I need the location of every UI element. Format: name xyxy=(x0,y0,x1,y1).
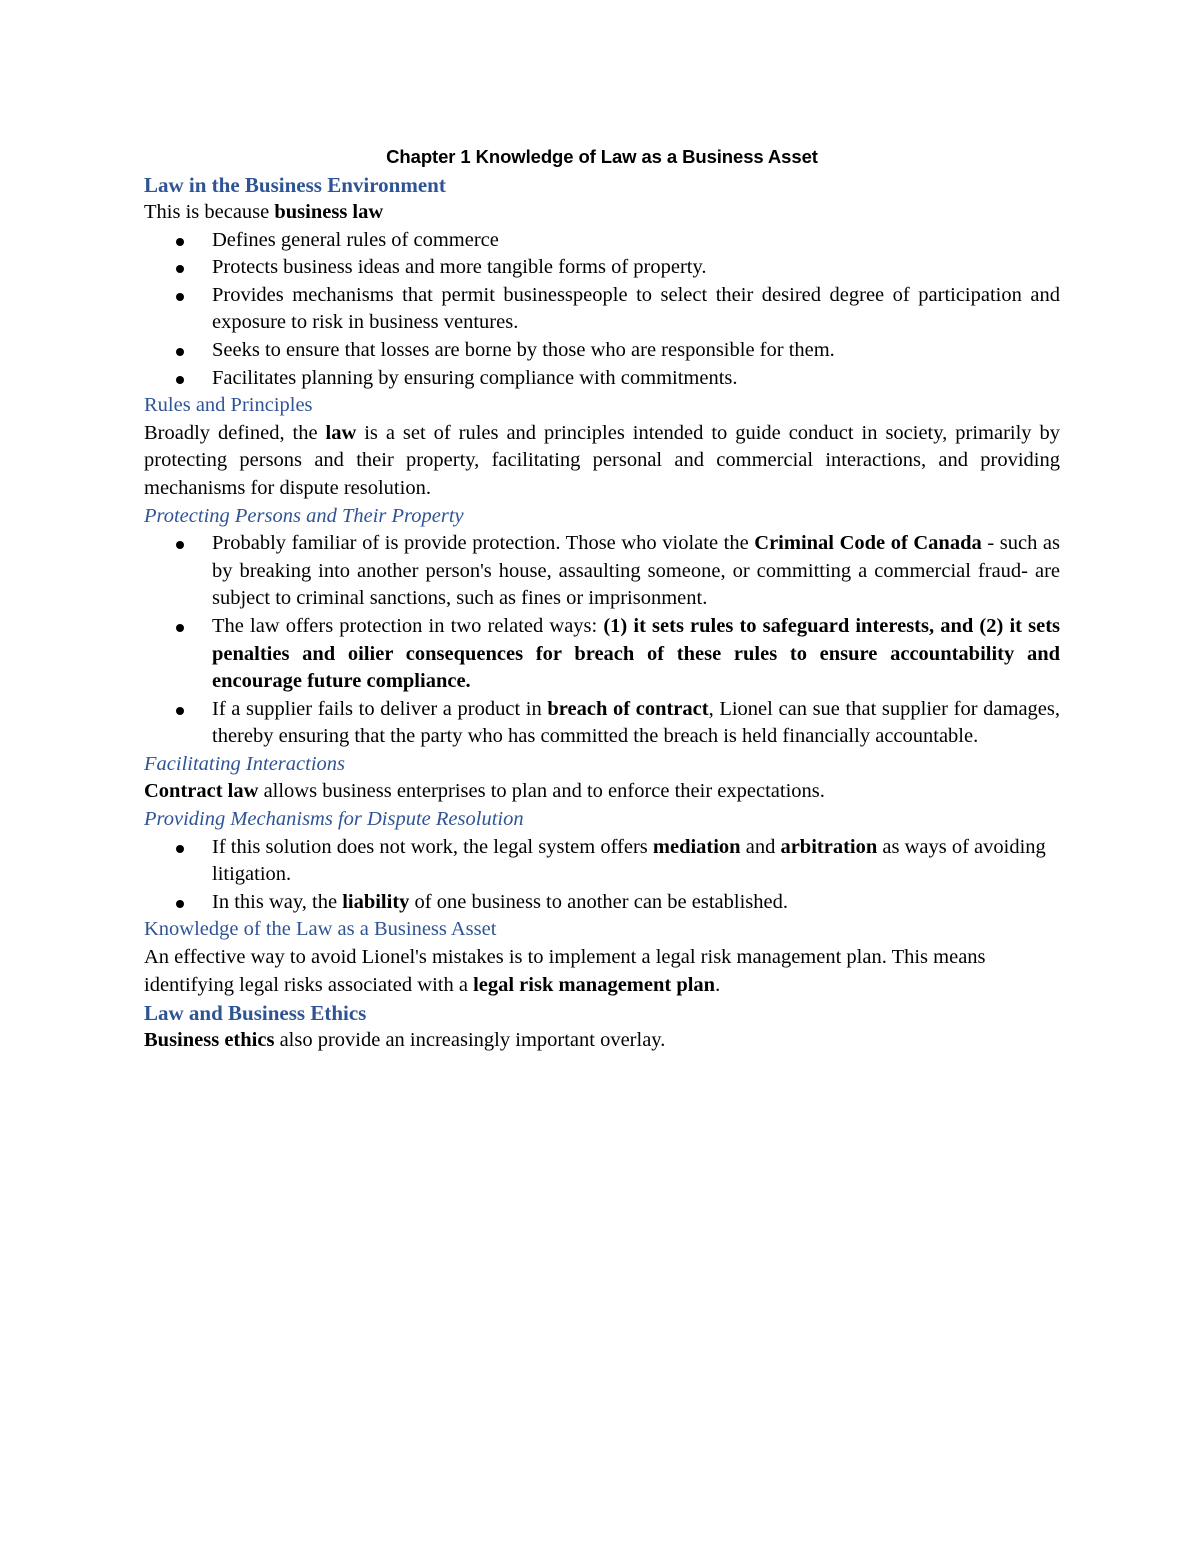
section2-paragraph xyxy=(144,420,1060,503)
list-item-text: Defines general rules of commerce xyxy=(212,228,499,251)
s3-b1-bold: Criminal Code of Canada xyxy=(754,532,982,555)
s5-b1-bold2: arbitration xyxy=(780,835,878,858)
section4-bold: Contract law xyxy=(144,780,259,803)
section6-bold: legal risk management plan xyxy=(473,973,716,996)
section3-bullet-list xyxy=(144,530,1060,751)
list-item xyxy=(144,530,1060,613)
list-item xyxy=(144,227,1060,255)
section1-bullet-list xyxy=(144,227,1060,393)
list-item xyxy=(144,282,1060,337)
document-page xyxy=(144,143,1060,1055)
s3-b1-post: - such as by breaking into another person's house, assaulting someone, or committing a commercial fraud- are subject to criminal sanctions, such as fines or imprisonment. xyxy=(212,532,1060,610)
section6-paragraph xyxy=(144,944,1060,999)
list-item xyxy=(144,254,1060,282)
bullet-icon xyxy=(176,238,184,246)
list-item-text xyxy=(212,891,788,913)
bullet-icon xyxy=(176,900,184,908)
list-item-text xyxy=(212,696,1060,751)
heading-knowledge-of-law: Knowledge of the Law as a Business Asset xyxy=(144,918,497,941)
list-item xyxy=(144,613,1060,696)
s3-b1-pre: Probably familiar of is provide protection. Those who violate the xyxy=(212,532,755,555)
bullet-icon xyxy=(176,376,184,384)
s5-b2-post: of one business to another can be established. xyxy=(409,890,788,913)
list-item-text: Seeks to ensure that losses are borne by those who are responsible for them. xyxy=(212,338,835,361)
bullet-icon xyxy=(176,293,184,301)
s3-b2-bold: (1) it sets rules to safeguard interests, and (2) it sets penalties and oilier consequences for breach of these rules to ensure accountability and encourage future compliance. xyxy=(212,614,1060,693)
list-item-text xyxy=(212,836,1046,886)
s3-b2-pre: The law offers protection in two related ways: xyxy=(212,614,604,637)
section7-paragraph xyxy=(144,1027,1060,1055)
section2-text-post: is a set of rules and principles intended to guide conduct in society, primarily by protecting persons and their property, facilitating personal and commercial interactions, and providing mechanisms for dispute resolution. xyxy=(144,421,1060,499)
s5-b1-bold1: mediation xyxy=(652,835,741,858)
heading-law-in-business-environment: Law in the Business Environment xyxy=(144,173,446,197)
bullet-icon xyxy=(176,624,184,632)
list-item-text: Facilitates planning by ensuring compliance with commitments. xyxy=(212,366,738,389)
heading-facilitating-interactions: Facilitating Interactions xyxy=(144,752,345,775)
section1-intro-bold: business law xyxy=(274,201,384,223)
list-item xyxy=(144,889,1060,917)
bullet-icon xyxy=(176,707,184,715)
section6-text-post: . xyxy=(715,973,721,996)
list-item-text xyxy=(212,613,1060,696)
section2-text-pre: Broadly defined, the xyxy=(144,421,326,444)
section7-text: also provide an increasingly important overlay. xyxy=(274,1029,666,1052)
list-item-text xyxy=(212,530,1060,613)
page-title: Chapter 1 Knowledge of Law as a Business Asset xyxy=(386,146,818,167)
s5-b1-mid: and xyxy=(740,835,781,858)
section7-bold: Business ethics xyxy=(144,1029,275,1052)
list-item-text: Provides mechanisms that permit businesspeople to select their desired degree of participation and exposure to risk in business ventures. xyxy=(212,283,1060,334)
section6-text-pre: An effective way to avoid Lionel's mistakes is to implement a legal risk management plan. This means identifying legal risks associated with a xyxy=(144,946,986,996)
s5-b1-pre: If this solution does not work, the legal system offers xyxy=(212,835,653,858)
bullet-icon xyxy=(176,845,184,853)
bullet-icon xyxy=(176,541,184,549)
bullet-icon xyxy=(176,265,184,273)
list-item-text: Protects business ideas and more tangible forms of property. xyxy=(212,256,707,279)
section1-intro-text: This is because xyxy=(144,201,275,223)
heading-law-and-business-ethics: Law and Business Ethics xyxy=(144,1001,367,1026)
list-item xyxy=(144,696,1060,751)
section2-bold-law: law xyxy=(325,421,357,444)
heading-dispute-resolution: Providing Mechanisms for Dispute Resolution xyxy=(144,808,524,831)
s5-b2-bold: liability xyxy=(342,890,410,913)
s5-b2-pre: In this way, the xyxy=(212,890,343,913)
list-item xyxy=(144,337,1060,365)
heading-protecting-persons: Protecting Persons and Their Property xyxy=(144,504,464,527)
section4-paragraph xyxy=(144,778,1060,806)
s3-b3-post: , Lionel can sue that supplier for damages, thereby ensuring that the party who has committed the breach is held financially accountable. xyxy=(212,697,1061,748)
s5-b1-post: as ways of avoiding litigation. xyxy=(212,835,1046,886)
s3-b3-bold: breach of contract xyxy=(547,697,709,720)
bullet-icon xyxy=(176,348,184,356)
section5-bullet-list xyxy=(144,834,1060,917)
heading-rules-and-principles: Rules and Principles xyxy=(144,394,313,417)
list-item xyxy=(144,365,1060,393)
section4-text: allows business enterprises to plan and to enforce their expectations. xyxy=(258,780,825,803)
list-item xyxy=(144,834,1060,889)
s3-b3-pre: If a supplier fails to deliver a product in xyxy=(212,697,548,720)
section1-intro xyxy=(144,199,1060,227)
